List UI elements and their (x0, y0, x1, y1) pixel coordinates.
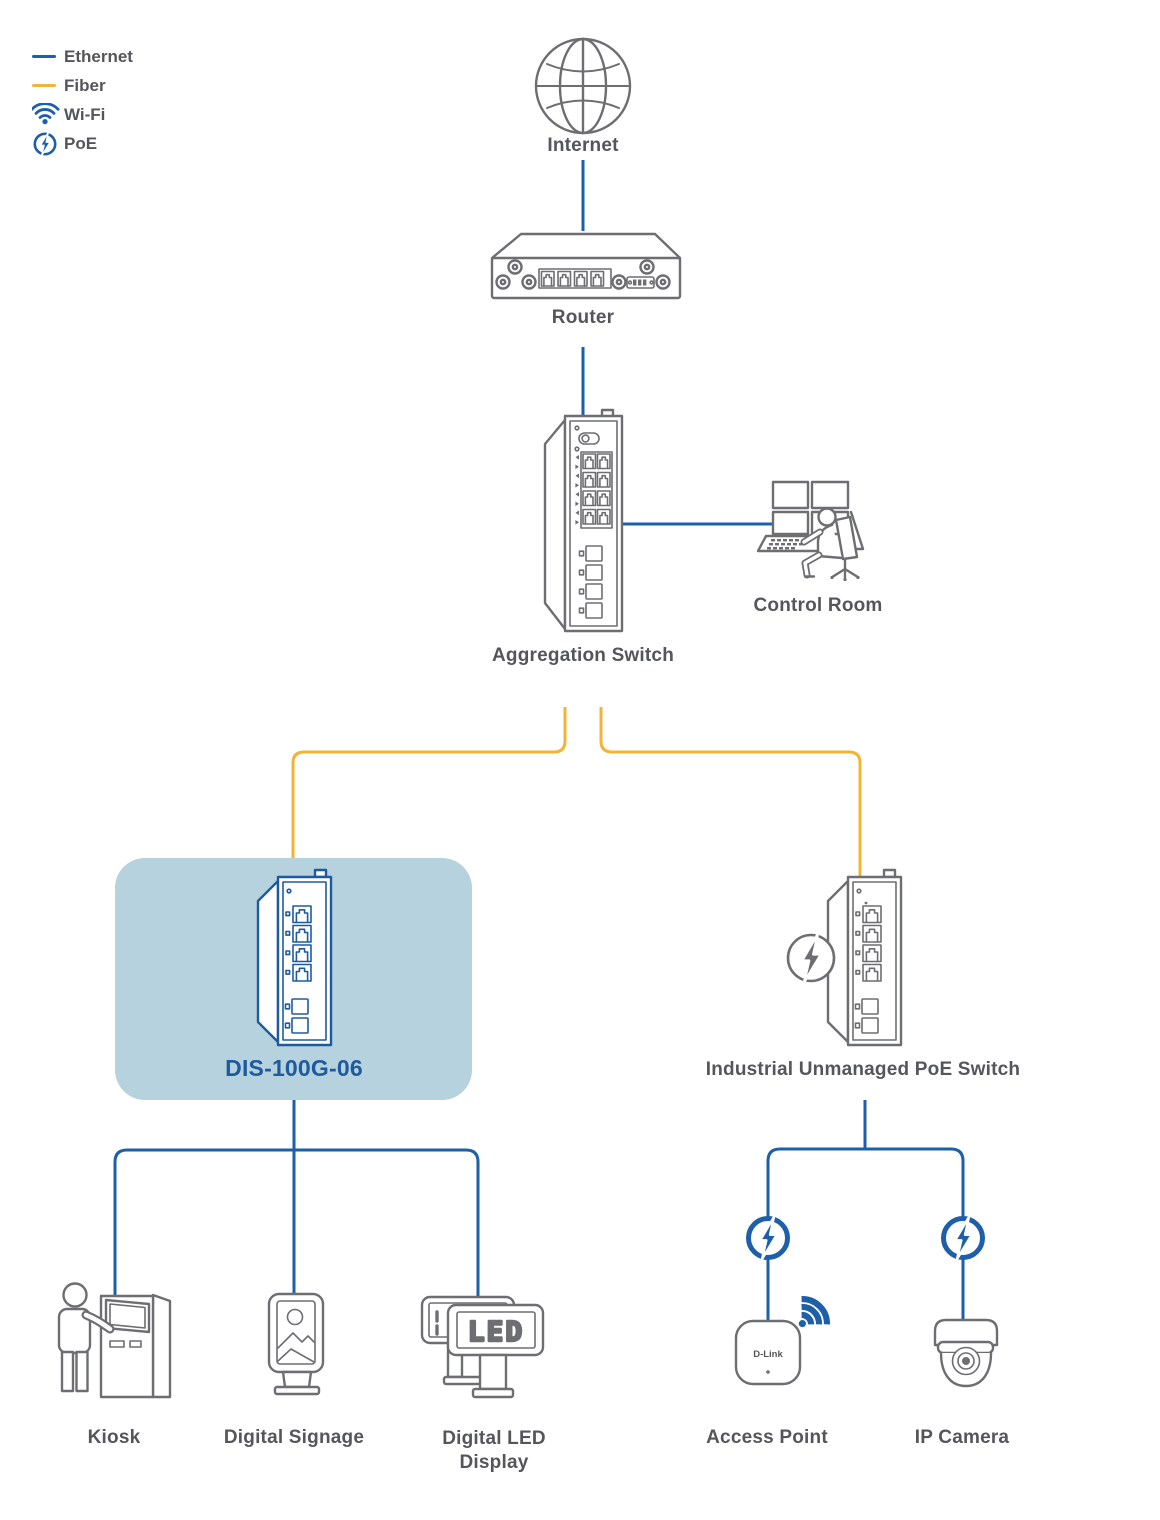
poe-badge-icon (749, 1217, 788, 1259)
router-label: Router (551, 307, 615, 328)
led-display-label (442, 1427, 546, 1475)
internet-globe-icon (536, 39, 630, 133)
router-serial-port (627, 277, 654, 288)
led-display-icon (422, 1297, 543, 1397)
dis-100g-06-switch-icon (258, 870, 331, 1045)
legend-label: Ethernet (64, 46, 133, 66)
aggregation-switch-label: Aggregation Switch (492, 645, 674, 666)
ip-camera-label: IP Camera (914, 1427, 1010, 1448)
legend-item-poe (32, 129, 133, 158)
dis-switch-label: DIS-100G-06 (225, 1055, 363, 1081)
edge-fiber-aggswitch-dis (293, 707, 565, 858)
legend-item-fiber (32, 71, 133, 100)
legend-label: Wi-Fi (64, 104, 106, 124)
led-display-label-line1: Digital LED (442, 1428, 546, 1449)
poe-badge-icon (944, 1217, 983, 1259)
legend-label: PoE (64, 133, 98, 153)
led-screen-text: LED (467, 1315, 525, 1348)
access-point-icon (736, 1294, 832, 1384)
ip-camera-icon (935, 1320, 997, 1386)
poe-icon (32, 130, 60, 158)
legend-label: Fiber (64, 75, 106, 95)
poe-switch-label: Industrial Unmanaged PoE Switch (705, 1059, 1021, 1080)
router-icon (492, 234, 680, 298)
edge-poeswitch-branch (768, 1149, 963, 1219)
kiosk-icon (59, 1284, 170, 1398)
control-room-label: Control Room (753, 595, 883, 616)
poe-badge-gray-icon (788, 934, 834, 982)
fiber-line-swatch (32, 84, 56, 87)
access-point-label: Access Point (706, 1427, 828, 1448)
edge-dis-kiosk-led (115, 1150, 478, 1298)
dlink-brand-text: D-Link (753, 1349, 783, 1360)
legend-item-wifi (32, 100, 133, 129)
legend (32, 42, 133, 158)
ethernet-line-swatch (32, 55, 56, 58)
digital-signage-label: Digital Signage (223, 1427, 365, 1448)
poe-switch-icon (788, 870, 901, 1045)
digital-signage-icon (269, 1294, 323, 1394)
internet-label: Internet (547, 135, 619, 156)
aggregation-switch-icon (545, 410, 622, 631)
wifi-icon (32, 103, 60, 127)
legend-item-ethernet (32, 42, 133, 71)
kiosk-label: Kiosk (87, 1427, 141, 1448)
edge-fiber-aggswitch-poeswitch (601, 707, 860, 877)
control-room-icon (758, 482, 863, 581)
led-display-label-line2: Display (459, 1452, 529, 1473)
